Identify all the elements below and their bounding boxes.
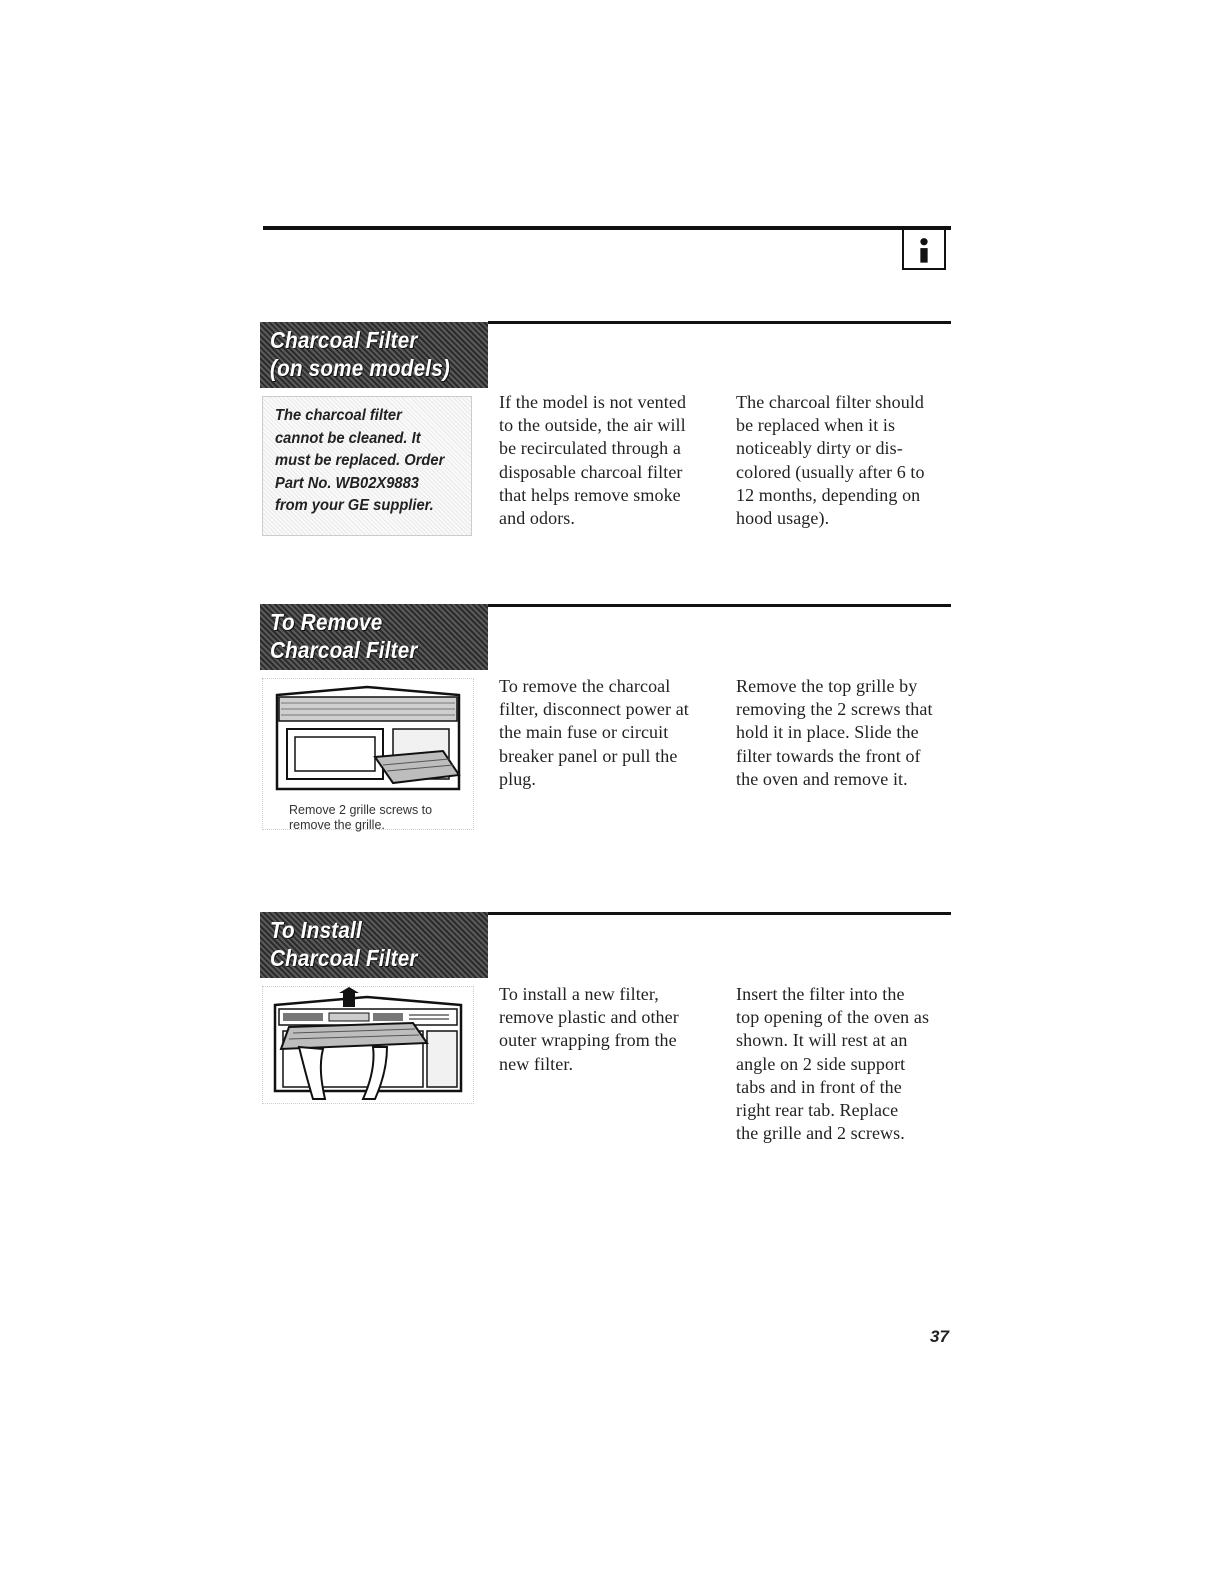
section-banner-to-remove bbox=[260, 604, 488, 670]
section-banner-to-install bbox=[260, 912, 488, 978]
body-column-1: If the model is not vented to the outside, the air will be recirculated through a disposable charcoal filter that helps remove smoke and odors. bbox=[499, 392, 687, 529]
body-column-2: Remove the top grille by removing the 2 screws that hold it in place. Slide the filter towards the front of the oven and remove it. bbox=[736, 676, 933, 789]
section-title: To Install Charcoal Filter bbox=[270, 917, 418, 971]
section-title: To Remove Charcoal Filter bbox=[270, 609, 418, 663]
install-filter-illustration bbox=[262, 986, 474, 1104]
section-rule bbox=[488, 321, 951, 324]
section-banner-charcoal-filter bbox=[260, 322, 488, 388]
top-rule bbox=[263, 226, 951, 230]
microwave-install-icon bbox=[263, 987, 473, 1103]
body-column-2: Insert the filter into the top opening of the oven as shown. It will rest at an angle on 2 side support tabs and in front of the right rear tab. Replace the grille and 2 screws. bbox=[736, 984, 930, 1144]
body-column-2: The charcoal filter should be replaced when it is noticeably dirty or dis- colored (usually after 6 to 12 months, depending on hood usage). bbox=[736, 392, 925, 529]
info-icon bbox=[902, 230, 946, 270]
note-box bbox=[262, 396, 472, 536]
microwave-remove-icon bbox=[263, 679, 473, 799]
note-text: The charcoal filter cannot be cleaned. It must be replaced. Order Part No. WB02X9883 from your GE supplier. bbox=[275, 407, 445, 514]
remove-grille-illustration bbox=[262, 678, 474, 830]
body-column-1: To install a new filter, remove plastic and other outer wrapping from the new filter. bbox=[499, 984, 679, 1074]
section-rule bbox=[488, 912, 951, 915]
figure-caption: Remove 2 grille screws to remove the grille. bbox=[289, 803, 433, 832]
section-rule bbox=[488, 604, 951, 607]
section-title: Charcoal Filter (on some models) bbox=[270, 327, 451, 381]
body-column-1: To remove the charcoal filter, disconnect power at the main fuse or circuit breaker panel or pull the plug. bbox=[499, 676, 689, 789]
page-number: 37 bbox=[930, 1327, 949, 1346]
